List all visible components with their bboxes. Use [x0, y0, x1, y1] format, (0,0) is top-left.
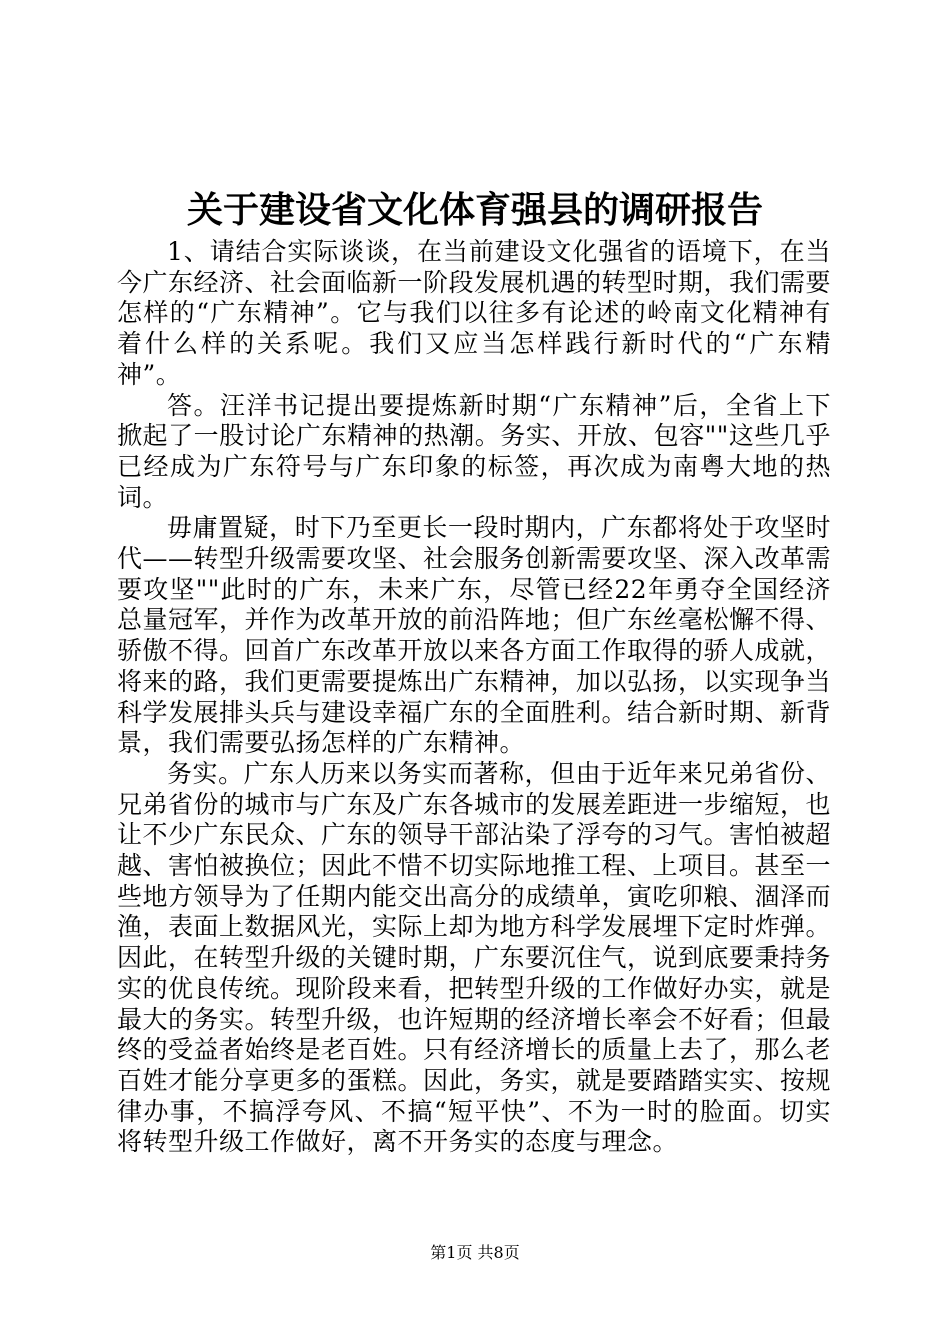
page-footer: 第1页 共8页 — [430, 1243, 520, 1262]
paragraph-context: 毋庸置疑，时下乃至更长一段时期内，广东都将处于攻坚时代——转型升级需要攻坚、社会服务创新需要攻坚、深入改革需要攻坚""此时的广东，未来广东，尽管已经22年勇夺全国经济总量冠军，并作为改革开放的前沿阵地；但广东丝毫松懈不得、骄傲不得。回首广东改革开放以来各方面工作取得的骄人成就，将来的路，我们更需要提炼出广东精神，加以弘扬，以实现争当科学发展排头兵与建设幸福广东的全面胜利。结合新时期、新背景，我们需要弘扬怎样的广东精神。 — [117, 513, 832, 758]
document-body — [117, 237, 831, 1158]
paragraph-question: 1、请结合实际谈谈，在当前建设文化强省的语境下，在当今广东经济、社会面临新一阶段发展机遇的转型时期，我们需要怎样的“广东精神”。它与我们以往多有论述的岭南文化精神有着什么样的关系呢。我们又应当怎样践行新时代的“广东精神”。 — [117, 237, 832, 389]
paragraph-answer: 答。汪洋书记提出要提炼新时期“广东精神”后，全省上下掀起了一股讨论广东精神的热潮。务实、开放、包容""这些几乎已经成为广东符号与广东印象的标签，再次成为南粤大地的热词。 — [117, 390, 831, 512]
paragraph-pragmatism: 务实。广东人历来以务实而著称，但由于近年来兄弟省份、兄弟省份的城市与广东及广东各城市的发展差距进一步缩短，也让不少广东民众、广东的领导干部沾染了浮夸的习气。害怕被超越、害怕被换位；因此不惜不切实际地推工程、上项目。甚至一些地方领导为了任期内能交出高分的成绩单，寅吃卯粮、涸泽而渔，表面上数据风光，实际上却为地方科学发展埋下定时炸弹。因此，在转型升级的关键时期，广东要沉住气，说到底要秉持务实的优良传统。现阶段来看，把转型升级的工作做好办实，就是最大的务实。转型升级，也许短期的经济增长率会不好看；但最终的受益者始终是老百姓。只有经济增长的质量上去了，那么老百姓才能分享更多的蛋糕。因此，务实，就是要踏踏实实、按规律办事，不搞浮夸风、不搞“短平快”、不为一时的脸面。切实将转型升级工作做好，离不开务实的态度与理念。 — [117, 758, 832, 1157]
document-title: 关于建设省文化体育强县的调研报告 — [186, 189, 763, 231]
